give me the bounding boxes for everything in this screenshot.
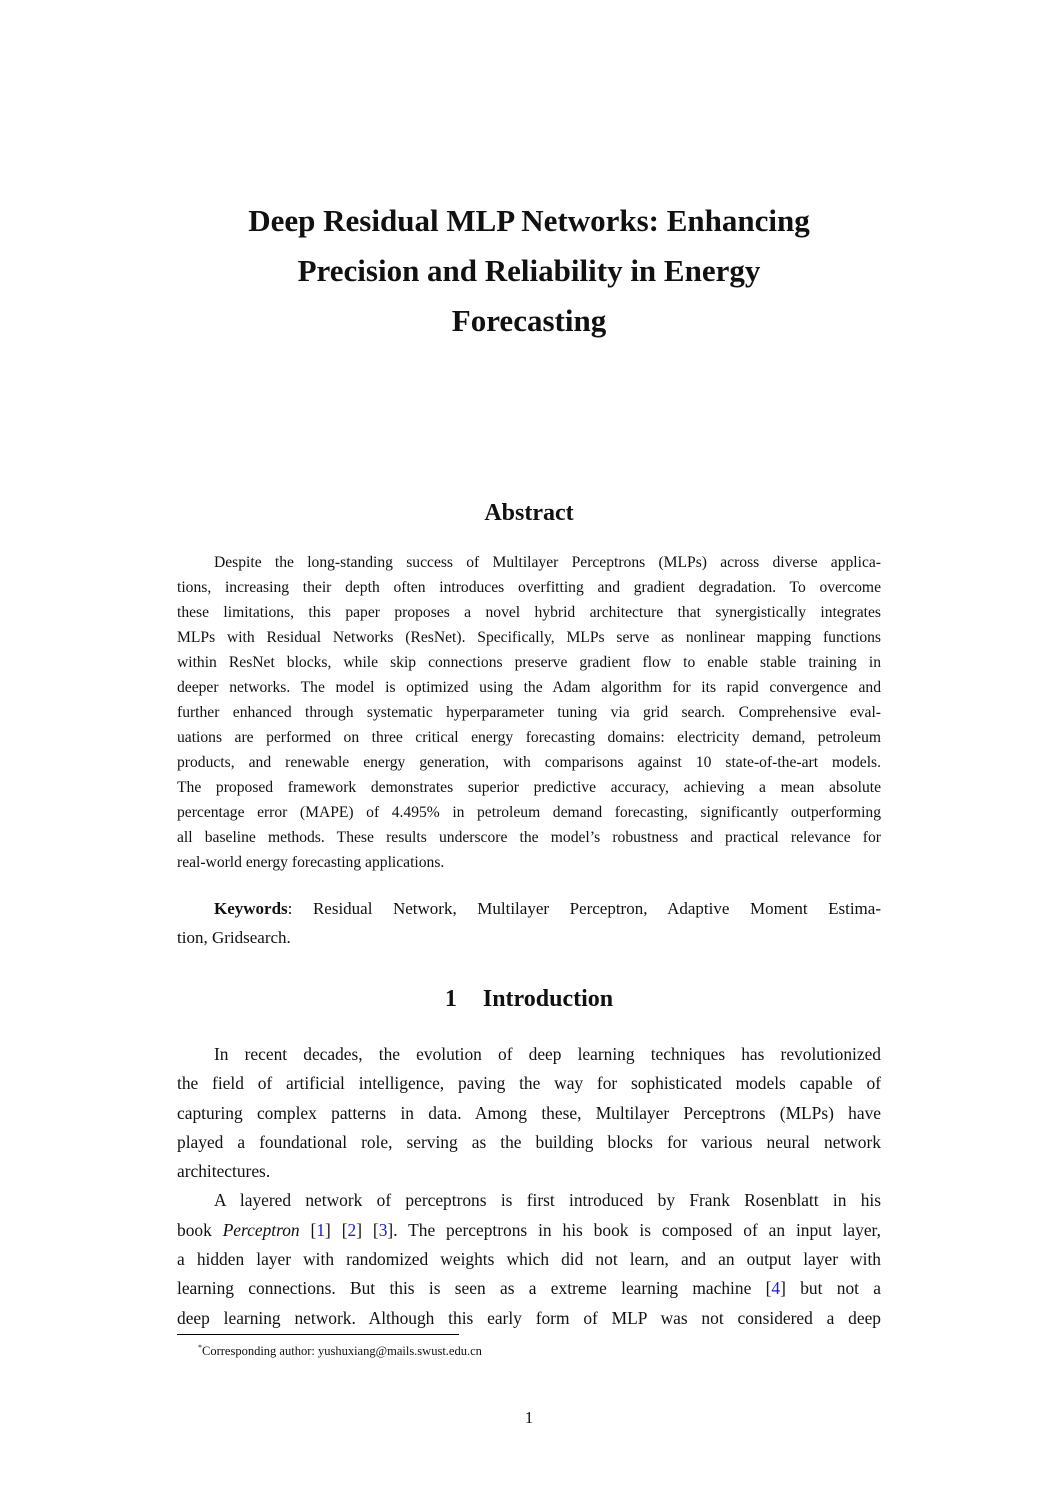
- text-line: book Perceptron [1] [2] [3]. The perceptrons in his book is composed of an input layer,: [177, 1219, 881, 1240]
- text-line: further enhanced through systematic hyperparameter tuning via grid search. Comprehensive eval-: [177, 704, 881, 721]
- introduction-body: [177, 1040, 881, 1333]
- paragraph: [177, 1186, 881, 1332]
- footnote-text: Corresponding author: yushuxiang@mails.swust.edu.cn: [202, 1344, 482, 1359]
- text-line: all baseline methods. These results underscore the model’s robustness and practical relevance for: [177, 829, 881, 846]
- paper-title: [150, 196, 908, 346]
- title-line: Forecasting: [451, 303, 607, 338]
- keywords-label: Keywords: [214, 899, 288, 918]
- text-line: The proposed framework demonstrates superior predictive accuracy, achieving a mean absolute: [177, 779, 881, 796]
- text-line: a hidden layer with randomized weights which did not learn, and an output layer with: [177, 1249, 881, 1270]
- footnote: [198, 1343, 482, 1359]
- text-line: products, and renewable energy generation, with comparisons against 10 state-of-the-art models.: [177, 754, 881, 771]
- footnote-rule: [177, 1334, 459, 1335]
- abstract-heading: Abstract: [484, 500, 574, 526]
- keywords-text: : Residual Network, Multilayer Perceptron, Adaptive Moment Estima-: [287, 899, 881, 918]
- citation-link[interactable]: 1: [316, 1219, 326, 1240]
- text-line: tions, increasing their depth often introduces overfitting and gradient degradation. To overcome: [177, 579, 881, 596]
- paragraph: [177, 1040, 881, 1186]
- book-title: Perceptron: [222, 1219, 300, 1240]
- text-line: deep learning network. Although this early form of MLP was not considered a deep: [177, 1307, 881, 1328]
- citation-link[interactable]: 4: [771, 1278, 781, 1299]
- title-line: Deep Residual MLP Networks: Enhancing: [248, 203, 810, 238]
- text-line: MLPs with Residual Networks (ResNet). Specifically, MLPs serve as nonlinear mapping functions: [177, 629, 881, 646]
- text-line: these limitations, this paper proposes a novel hybrid architecture that synergistically integrates: [177, 604, 881, 621]
- title-line: Precision and Reliability in Energy: [297, 253, 761, 288]
- footnote-mark: *: [198, 1343, 202, 1352]
- text-line: uations are performed on three critical energy forecasting domains: electricity demand, petroleum: [177, 729, 881, 746]
- keywords-line: tion, Gridsearch.: [177, 928, 291, 947]
- text-line: learning connections. But this is seen as a extreme learning machine [4] but not a: [177, 1278, 882, 1299]
- abstract-body: [177, 550, 881, 875]
- citation-link[interactable]: 2: [347, 1219, 357, 1240]
- keywords: [177, 894, 881, 952]
- text-line: within ResNet blocks, while skip connections preserve gradient flow to enable stable training in: [177, 654, 881, 671]
- text-line: architectures.: [177, 1161, 271, 1182]
- text-line: A layered network of perceptrons is first introduced by Frank Rosenblatt in his: [214, 1190, 881, 1211]
- text-line: deeper networks. The model is optimized using the Adam algorithm for its rapid convergence and: [177, 679, 881, 696]
- section-heading: [0, 986, 1058, 1013]
- text-line: Despite the long-standing success of Multilayer Perceptrons (MLPs) across diverse applica-: [214, 554, 881, 571]
- text-line: real-world energy forecasting applications.: [177, 854, 445, 871]
- text-line: capturing complex patterns in data. Among these, Multilayer Perceptrons (MLPs) have: [177, 1102, 881, 1123]
- section-number: 1: [444, 986, 457, 1012]
- text-line: the field of artificial intelligence, paving the way for sophisticated models capable of: [177, 1073, 881, 1094]
- keywords-line: [177, 894, 881, 923]
- text-line: played a foundational role, serving as the building blocks for various neural network: [177, 1131, 881, 1152]
- text-line: In recent decades, the evolution of deep learning techniques has revolutionized: [214, 1044, 881, 1064]
- page-number: 1: [524, 1408, 534, 1427]
- citation-link[interactable]: 3: [378, 1219, 388, 1240]
- section-title: Introduction: [482, 986, 614, 1012]
- text-line: percentage error (MAPE) of 4.495% in petroleum demand forecasting, significantly outperforming: [177, 804, 881, 821]
